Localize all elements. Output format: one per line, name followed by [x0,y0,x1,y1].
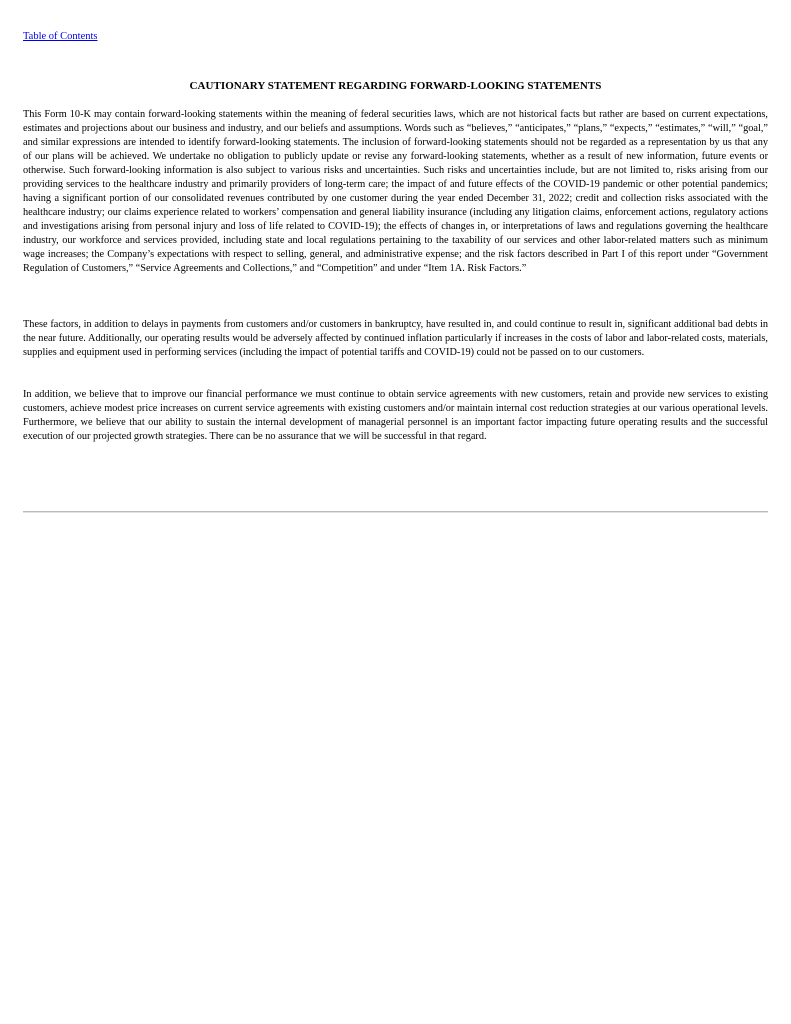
page-divider [23,511,768,513]
paragraph-financial-performance: In addition, we believe that to improve our financial performance we must continue to obtain service agreements with new customers, retain and provide new services to existing customers, achieve modest price increases on current service agreements with existing customers and/or maintain internal cost reduction strategies at our various operational levels. Furthermore, we believe that our ability to sustain the internal development of managerial personnel is an important factor impacting future operating results and the successful execution of our projected growth strategies. There can be no assurance that we will be successful in that regard. [23,389,768,442]
paragraph-forward-looking: This Form 10-K may contain forward-looking statements within the meaning of federal securities laws, which are not historical facts but rather are based on current expectations, estimates and projections about our business and industry, and our beliefs and assumptions. Words such as “believes,” “anticipates,” “plans,” “expects,” “estimates,” “will,” “goal,” and similar expressions are intended to identify forward-looking statements. The inclusion of forward-looking statements should not be regarded as a representation by us that any of our plans will be achieved. We undertake no obligation to publicly update or revise any forward-looking statements, whether as a result of new information, future events or otherwise. Such forward-looking information is also subject to various risks and uncertainties. Such risks and uncertainties include, but are not limited to, risks arising from our providing services to the healthcare industry and primarily providers of long-term care; the impact of and future effects of the COVID-19 pandemic or other potential pandemics; having a significant portion of our consolidated revenues contributed by one customer during the year ended December 31, 2022; credit and collection risks associated with the healthcare industry; our claims experience related to workers’ compensation and general liability insurance (including any litigation claims, enforcement actions, regulatory actions and investigations arising from personal injury and loss of life related to COVID-19); the effects of changes in, or interpretations of laws and regulations governing the healthcare industry, our workforce and services provided, including state and local regulations pertaining to the taxability of our services and other labor-related matters such as minimum wage increases; the Company’s expectations with respect to selling, general, and administrative expense; and the risk factors described in Part I of this report under “Government Regulation of Customers,” “Service Agreements and Collections,” and “Competition” and under “Item 1A. Risk Factors.” [23,109,768,274]
section-title: CAUTIONARY STATEMENT REGARDING FORWARD-LOOKING STATEMENTS [189,80,602,92]
paragraph-risk-factors: These factors, in addition to delays in payments from customers and/or customers in bankruptcy, have resulted in, and could continue to result in, significant additional bad debts in the near future. Additionally, our operating results would be adversely affected by continued inflation particularly if increases in the costs of labor and labor-related costs, materials, supplies and equipment used in performing services (including the impact of potential tariffs and COVID-19) could not be passed on to our customers. [23,319,768,358]
table-of-contents-link[interactable]: Table of Contents [23,31,98,42]
